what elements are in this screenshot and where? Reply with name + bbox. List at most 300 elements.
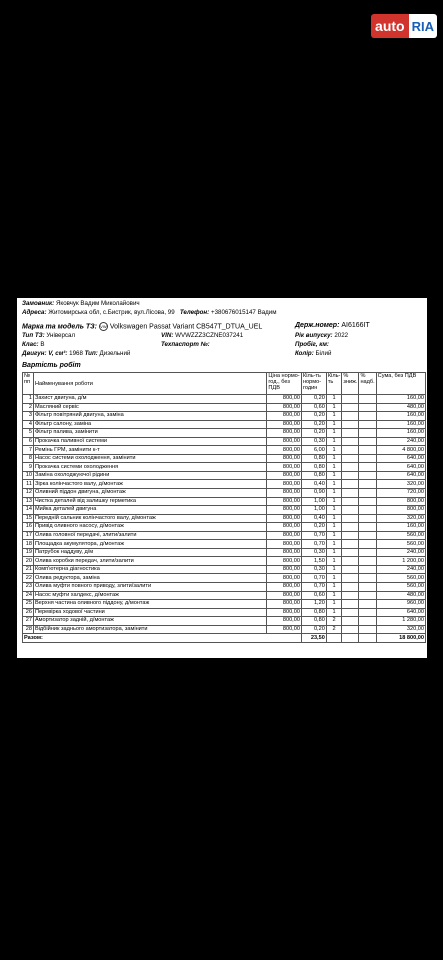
color-line xyxy=(295,350,331,358)
row-sum: 560,00 xyxy=(376,574,425,583)
row-markup xyxy=(359,506,376,515)
table-row xyxy=(23,463,426,472)
row-discount xyxy=(342,540,359,549)
row-sum: 320,00 xyxy=(376,514,425,523)
row-discount xyxy=(342,429,359,438)
table-row xyxy=(23,471,426,480)
row-markup xyxy=(359,471,376,480)
row-work-name: Прокачка системи охолодження xyxy=(33,463,266,472)
row-markup xyxy=(359,557,376,566)
row-work-name: Патрубок наддуву, д/м xyxy=(33,548,266,557)
row-number: 26 xyxy=(23,608,34,617)
row-discount xyxy=(342,489,359,498)
table-row xyxy=(23,395,426,404)
row-discount xyxy=(342,471,359,480)
row-discount xyxy=(342,583,359,592)
vin-label: VIN: xyxy=(161,332,174,339)
table-row xyxy=(23,506,426,515)
row-work-name: Площадка акумулятора, д/монтаж xyxy=(33,540,266,549)
row-markup xyxy=(359,412,376,421)
total-sum: 18 800,00 xyxy=(376,634,425,643)
row-markup xyxy=(359,437,376,446)
row-number: 13 xyxy=(23,497,34,506)
row-discount xyxy=(342,514,359,523)
row-work-name: Фільтр салону, заміна xyxy=(33,420,266,429)
row-hours: 0,20 xyxy=(301,523,326,532)
row-discount xyxy=(342,617,359,626)
row-discount xyxy=(342,608,359,617)
row-markup xyxy=(359,574,376,583)
table-row xyxy=(23,454,426,463)
model-value: Volkswagen Passat Variant CB547T_DTUA_UEL xyxy=(109,323,263,331)
table-row xyxy=(23,548,426,557)
table-row xyxy=(23,523,426,532)
row-qty: 1 xyxy=(326,540,342,549)
row-price: 800,00 xyxy=(267,583,302,592)
row-sum: 4 800,00 xyxy=(376,446,425,455)
row-price: 800,00 xyxy=(267,574,302,583)
row-markup xyxy=(359,565,376,574)
col-discount-header: % зниж. xyxy=(342,373,359,395)
row-hours: 0,70 xyxy=(301,540,326,549)
col-sum-header: Сума, без ПДВ xyxy=(376,373,425,395)
row-markup xyxy=(359,514,376,523)
vin-value: WVWZZZ3CZNE037241 xyxy=(175,332,244,339)
row-markup xyxy=(359,446,376,455)
row-qty: 1 xyxy=(326,565,342,574)
row-price: 800,00 xyxy=(267,420,302,429)
plate-label: Держ.номер: xyxy=(295,322,340,329)
row-discount xyxy=(342,506,359,515)
row-number: 3 xyxy=(23,412,34,421)
row-qty: 1 xyxy=(326,489,342,498)
table-row xyxy=(23,412,426,421)
row-price: 800,00 xyxy=(267,395,302,404)
row-number: 12 xyxy=(23,489,34,498)
col-price-header: Ціна нормо-год., без ПДВ xyxy=(267,373,302,395)
table-row xyxy=(23,565,426,574)
row-qty: 1 xyxy=(326,591,342,600)
row-qty: 1 xyxy=(326,506,342,515)
row-number: 8 xyxy=(23,454,34,463)
passport-label: Техпаспорт №: xyxy=(161,341,210,348)
table-row xyxy=(23,608,426,617)
row-discount xyxy=(342,600,359,609)
row-sum: 240,00 xyxy=(376,548,425,557)
row-markup xyxy=(359,523,376,532)
row-number: 2 xyxy=(23,403,34,412)
row-discount xyxy=(342,548,359,557)
row-number: 9 xyxy=(23,463,34,472)
row-markup xyxy=(359,480,376,489)
row-work-name: Відбійник заднього амортизатора, замінити xyxy=(33,625,266,634)
row-qty: 1 xyxy=(326,429,342,438)
phone-value: +380676015147 Вадим xyxy=(210,309,277,316)
row-markup xyxy=(359,463,376,472)
row-sum: 800,00 xyxy=(376,506,425,515)
row-price: 800,00 xyxy=(267,548,302,557)
row-hours: 1,00 xyxy=(301,497,326,506)
row-discount xyxy=(342,395,359,404)
row-qty: 1 xyxy=(326,497,342,506)
row-number: 10 xyxy=(23,471,34,480)
row-hours: 1,50 xyxy=(301,557,326,566)
row-price: 800,00 xyxy=(267,625,302,634)
engine-line xyxy=(22,350,130,358)
row-markup xyxy=(359,583,376,592)
row-qty: 1 xyxy=(326,574,342,583)
row-work-name: Чистка деталей від залишку герметика xyxy=(33,497,266,506)
row-number: 18 xyxy=(23,540,34,549)
row-number: 17 xyxy=(23,531,34,540)
table-header-row xyxy=(23,373,426,395)
row-discount xyxy=(342,574,359,583)
engine-volume-value: 1968 xyxy=(69,350,83,357)
row-qty: 1 xyxy=(326,548,342,557)
row-discount xyxy=(342,497,359,506)
row-work-name: Зірка колінчастого валу, д/монтаж xyxy=(33,480,266,489)
fuel-label: Тип: xyxy=(84,350,98,357)
row-work-name: Фільтр повітряний двигуна, заміна xyxy=(33,412,266,421)
row-number: 7 xyxy=(23,446,34,455)
row-number: 24 xyxy=(23,591,34,600)
row-markup xyxy=(359,489,376,498)
logo-auto-text: auto xyxy=(371,14,409,38)
work-estimate-document xyxy=(17,298,427,658)
row-qty: 1 xyxy=(326,557,342,566)
row-discount xyxy=(342,523,359,532)
row-price: 800,00 xyxy=(267,437,302,446)
row-qty: 1 xyxy=(326,412,342,421)
address-line xyxy=(22,309,276,317)
row-number: 16 xyxy=(23,523,34,532)
row-discount xyxy=(342,463,359,472)
row-sum: 1 280,00 xyxy=(376,617,425,626)
row-price: 800,00 xyxy=(267,600,302,609)
row-hours: 1,00 xyxy=(301,506,326,515)
row-number: 22 xyxy=(23,574,34,583)
row-hours: 0,20 xyxy=(301,395,326,404)
row-discount xyxy=(342,531,359,540)
row-price: 800,00 xyxy=(267,412,302,421)
row-discount xyxy=(342,557,359,566)
row-qty: 1 xyxy=(326,583,342,592)
row-sum: 160,00 xyxy=(376,523,425,532)
row-number: 19 xyxy=(23,548,34,557)
row-number: 21 xyxy=(23,565,34,574)
row-price: 800,00 xyxy=(267,540,302,549)
model-label: Марка та модель ТЗ: xyxy=(22,323,97,331)
row-hours: 0,70 xyxy=(301,583,326,592)
row-hours: 0,20 xyxy=(301,412,326,421)
row-work-name: Олива коробки передач, злити/залити xyxy=(33,557,266,566)
row-work-name: Насос системи охолодження, замінити xyxy=(33,454,266,463)
table-row xyxy=(23,600,426,609)
table-row xyxy=(23,591,426,600)
row-hours: 0,30 xyxy=(301,437,326,446)
row-discount xyxy=(342,420,359,429)
row-hours: 0,80 xyxy=(301,463,326,472)
row-qty: 1 xyxy=(326,420,342,429)
row-hours: 0,60 xyxy=(301,591,326,600)
row-qty: 1 xyxy=(326,471,342,480)
table-row xyxy=(23,625,426,634)
table-row xyxy=(23,437,426,446)
section-title: Вартість робіт xyxy=(22,362,81,369)
row-price: 800,00 xyxy=(267,523,302,532)
row-price: 800,00 xyxy=(267,608,302,617)
class-value: B xyxy=(40,341,45,348)
col-hours-header: Кіль-ть нормо-годин xyxy=(301,373,326,395)
row-discount xyxy=(342,437,359,446)
row-number: 11 xyxy=(23,480,34,489)
vin-line xyxy=(161,332,243,340)
col-qty-header: Кіль-ть xyxy=(326,373,342,395)
row-hours: 0,80 xyxy=(301,471,326,480)
row-sum: 320,00 xyxy=(376,625,425,634)
row-discount xyxy=(342,480,359,489)
row-price: 800,00 xyxy=(267,557,302,566)
client-line xyxy=(22,300,140,308)
works-table xyxy=(22,372,426,643)
row-number: 4 xyxy=(23,420,34,429)
client-label: Замовник: xyxy=(22,300,55,307)
address-value: Житомирська обл, с.Бистрик, вул.Лісова, 99 xyxy=(48,309,175,316)
row-number: 27 xyxy=(23,617,34,626)
row-markup xyxy=(359,403,376,412)
row-work-name: Заміна охолоджуючої рідини xyxy=(33,471,266,480)
color-value: Білий xyxy=(315,350,332,357)
row-number: 14 xyxy=(23,506,34,515)
fuel-value: Дизельний xyxy=(99,350,131,357)
row-sum: 640,00 xyxy=(376,471,425,480)
year-value: 2022 xyxy=(334,332,349,339)
total-qty-cell xyxy=(326,634,342,643)
address-label: Адреса: xyxy=(22,309,47,316)
row-hours: 0,80 xyxy=(301,454,326,463)
vw-logo-icon: VW xyxy=(100,324,107,329)
row-markup xyxy=(359,429,376,438)
row-markup xyxy=(359,548,376,557)
total-hours: 23,50 xyxy=(301,634,326,643)
row-work-name: Мийка деталей двигуна xyxy=(33,506,266,515)
row-sum: 240,00 xyxy=(376,565,425,574)
row-price: 800,00 xyxy=(267,497,302,506)
row-sum: 640,00 xyxy=(376,454,425,463)
type-line xyxy=(22,332,75,340)
row-price: 800,00 xyxy=(267,514,302,523)
row-price: 800,00 xyxy=(267,403,302,412)
row-discount xyxy=(342,412,359,421)
row-qty: 1 xyxy=(326,437,342,446)
row-qty: 1 xyxy=(326,608,342,617)
table-row xyxy=(23,429,426,438)
row-hours: 0,90 xyxy=(301,489,326,498)
row-work-name: Олива головної передачі, злити/залити xyxy=(33,531,266,540)
row-sum: 1 200,00 xyxy=(376,557,425,566)
row-hours: 0,20 xyxy=(301,420,326,429)
row-number: 20 xyxy=(23,557,34,566)
row-discount xyxy=(342,625,359,634)
row-number: 1 xyxy=(23,395,34,404)
row-price: 800,00 xyxy=(267,565,302,574)
table-row xyxy=(23,446,426,455)
row-markup xyxy=(359,600,376,609)
row-hours: 0,40 xyxy=(301,514,326,523)
table-row xyxy=(23,583,426,592)
class-line xyxy=(22,341,44,349)
row-discount xyxy=(342,403,359,412)
table-row xyxy=(23,540,426,549)
row-work-name: Привід оливного насосу, д/монтаж xyxy=(33,523,266,532)
row-hours: 0,70 xyxy=(301,574,326,583)
table-row xyxy=(23,497,426,506)
row-qty: 1 xyxy=(326,446,342,455)
row-sum: 640,00 xyxy=(376,608,425,617)
table-row xyxy=(23,403,426,412)
row-work-name: Олива муфти повного приводу, злити/залити xyxy=(33,583,266,592)
row-sum: 160,00 xyxy=(376,412,425,421)
row-sum: 560,00 xyxy=(376,540,425,549)
row-number: 28 xyxy=(23,625,34,634)
row-sum: 560,00 xyxy=(376,531,425,540)
class-label: Клас: xyxy=(22,341,39,348)
type-label: Тип ТЗ: xyxy=(22,332,45,339)
row-qty: 2 xyxy=(326,617,342,626)
row-qty: 1 xyxy=(326,514,342,523)
row-work-name: Передній сальник колінчастого валу, д/монтаж xyxy=(33,514,266,523)
row-discount xyxy=(342,591,359,600)
row-hours: 0,20 xyxy=(301,429,326,438)
row-discount xyxy=(342,446,359,455)
row-hours: 1,20 xyxy=(301,600,326,609)
table-row xyxy=(23,531,426,540)
row-work-name: Верхня частина оливного піддону, д/монтаж xyxy=(33,600,266,609)
row-markup xyxy=(359,591,376,600)
row-qty: 1 xyxy=(326,523,342,532)
row-price: 800,00 xyxy=(267,463,302,472)
row-qty: 1 xyxy=(326,531,342,540)
row-sum: 640,00 xyxy=(376,463,425,472)
table-row xyxy=(23,617,426,626)
row-number: 5 xyxy=(23,429,34,438)
row-price: 800,00 xyxy=(267,471,302,480)
row-sum: 960,00 xyxy=(376,600,425,609)
row-price: 800,00 xyxy=(267,454,302,463)
row-price: 800,00 xyxy=(267,480,302,489)
row-work-name: Амортизатор задній, д/монтаж xyxy=(33,617,266,626)
row-markup xyxy=(359,617,376,626)
total-discount-cell xyxy=(342,634,359,643)
row-qty: 1 xyxy=(326,395,342,404)
row-qty: 1 xyxy=(326,463,342,472)
row-price: 800,00 xyxy=(267,531,302,540)
table-row xyxy=(23,489,426,498)
table-row xyxy=(23,420,426,429)
passport-line xyxy=(161,341,210,349)
plate-value: AI6166IT xyxy=(341,322,370,329)
model-line xyxy=(22,322,262,331)
row-sum: 800,00 xyxy=(376,497,425,506)
row-qty: 1 xyxy=(326,454,342,463)
row-hours: 0,60 xyxy=(301,403,326,412)
row-price: 800,00 xyxy=(267,617,302,626)
row-markup xyxy=(359,531,376,540)
total-label: Разом: xyxy=(23,634,302,643)
document-header xyxy=(17,298,427,368)
row-markup xyxy=(359,540,376,549)
row-sum: 720,00 xyxy=(376,489,425,498)
year-label: Рік випуску: xyxy=(295,332,333,339)
row-work-name: Прокачка паливної системи xyxy=(33,437,266,446)
row-price: 800,00 xyxy=(267,489,302,498)
row-price: 800,00 xyxy=(267,429,302,438)
total-markup-cell xyxy=(359,634,376,643)
total-row xyxy=(23,634,426,643)
autoria-watermark-logo xyxy=(371,14,437,38)
table-row xyxy=(23,480,426,489)
row-markup xyxy=(359,497,376,506)
row-sum: 160,00 xyxy=(376,420,425,429)
row-number: 15 xyxy=(23,514,34,523)
row-hours: 0,80 xyxy=(301,617,326,626)
row-hours: 0,30 xyxy=(301,548,326,557)
row-sum: 160,00 xyxy=(376,395,425,404)
row-work-name: Масляний сервіс xyxy=(33,403,266,412)
table-row xyxy=(23,557,426,566)
row-markup xyxy=(359,420,376,429)
row-work-name: Ремінь ГРМ, замінити к-т xyxy=(33,446,266,455)
row-sum: 480,00 xyxy=(376,591,425,600)
row-work-name: Захист двигуна, д/м xyxy=(33,395,266,404)
row-discount xyxy=(342,454,359,463)
row-work-name: Оливний піддон двигуна, д/монтаж xyxy=(33,489,266,498)
row-markup xyxy=(359,608,376,617)
phone-label: Телефон: xyxy=(179,309,210,316)
row-price: 800,00 xyxy=(267,506,302,515)
plate-line xyxy=(295,322,370,330)
mileage-line xyxy=(295,341,329,349)
row-work-name: Насос муфти халдекс, д/монтаж xyxy=(33,591,266,600)
row-price: 800,00 xyxy=(267,446,302,455)
type-value: Універсал xyxy=(46,332,76,339)
row-markup xyxy=(359,395,376,404)
logo-ria-text: RIA xyxy=(409,14,437,38)
col-no-header: № пп xyxy=(23,373,34,395)
row-qty: 2 xyxy=(326,625,342,634)
row-sum: 560,00 xyxy=(376,583,425,592)
row-work-name: Перевірка ходової частини xyxy=(33,608,266,617)
row-discount xyxy=(342,565,359,574)
year-line xyxy=(295,332,348,340)
row-number: 23 xyxy=(23,583,34,592)
row-hours: 6,00 xyxy=(301,446,326,455)
row-work-name: Фільтр палива, замінити xyxy=(33,429,266,438)
row-sum: 480,00 xyxy=(376,403,425,412)
row-hours: 0,40 xyxy=(301,480,326,489)
col-markup-header: % надб. xyxy=(359,373,376,395)
mileage-label: Пробіг, км: xyxy=(295,341,329,348)
row-hours: 0,20 xyxy=(301,625,326,634)
row-sum: 320,00 xyxy=(376,480,425,489)
table-row xyxy=(23,574,426,583)
col-name-header: Найменування роботи xyxy=(33,373,266,395)
row-markup xyxy=(359,454,376,463)
table-row xyxy=(23,514,426,523)
row-number: 6 xyxy=(23,437,34,446)
row-hours: 0,70 xyxy=(301,531,326,540)
row-qty: 1 xyxy=(326,600,342,609)
